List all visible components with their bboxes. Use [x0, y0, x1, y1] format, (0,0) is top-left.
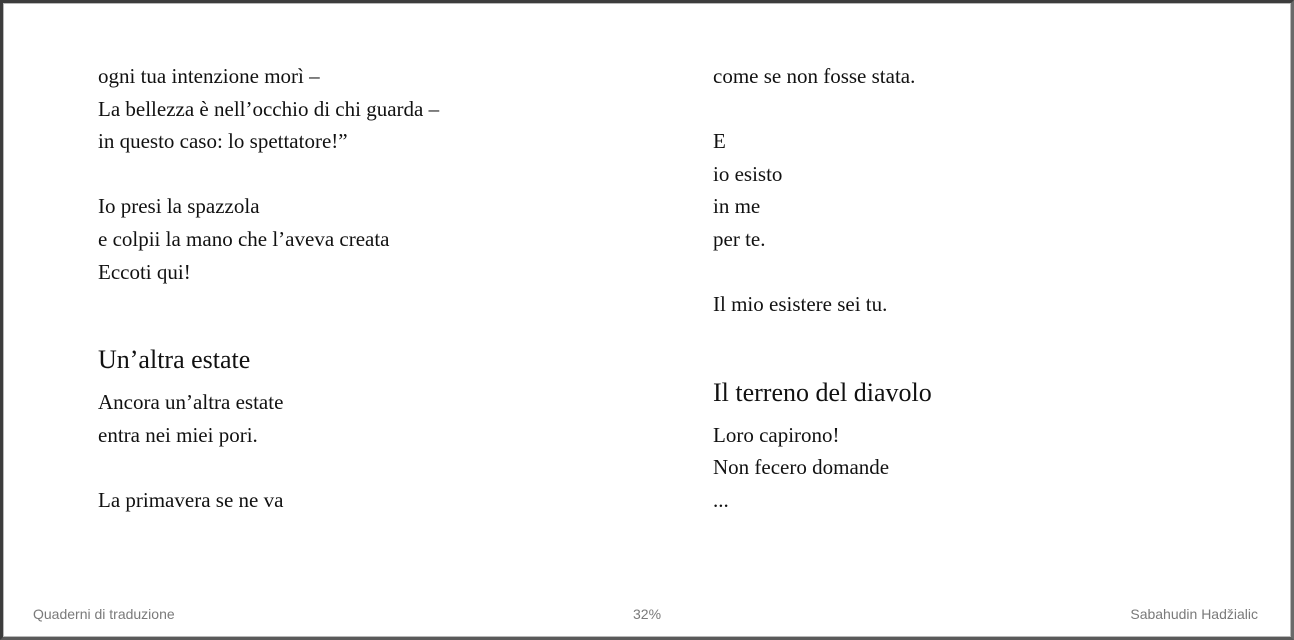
poem-title: Il terreno del diavolo [713, 377, 932, 407]
stanza [713, 125, 1233, 255]
section-gap [713, 321, 1233, 376]
verse-line: Loro capirono! [713, 422, 840, 447]
verse-line: in questo caso: lo spettatore!” [98, 129, 348, 154]
stanza [713, 288, 1233, 321]
progress-percent: 32% [633, 606, 662, 622]
stanza [98, 60, 618, 158]
verse-line: La primavera se ne va [98, 487, 284, 512]
stanza-gap [98, 158, 618, 191]
verse-line: Io presi la spazzola [98, 194, 260, 219]
verse-line: Ancora un’altra estate [98, 390, 284, 415]
poem-title: Un’altra estate [98, 345, 251, 375]
right-page[interactable] [713, 60, 1233, 517]
stanza [98, 484, 618, 517]
verse-line: E [713, 129, 726, 154]
book-title: Quaderni di traduzione [33, 606, 175, 622]
verse-line: Non fecero domande [713, 455, 890, 480]
verse-line: ... [713, 487, 729, 512]
verse-line: entra nei miei pori. [98, 422, 258, 447]
stanza [713, 419, 1233, 517]
stanza [713, 60, 1233, 93]
verse-line: io esisto [713, 161, 783, 186]
verse-line: per te. [713, 226, 766, 251]
section-gap [98, 288, 618, 343]
stanza [98, 386, 618, 451]
author-name: Sabahudin Hadžialic [1130, 606, 1258, 622]
verse-line: Eccoti qui! [98, 259, 191, 284]
stanza-gap [713, 93, 1233, 126]
stanza [98, 190, 618, 288]
verse-line: Il mio esistere sei tu. [713, 292, 888, 317]
verse-line: in me [713, 194, 761, 219]
verse-line: La bellezza è nell’occhio di chi guarda – [98, 96, 440, 121]
left-page[interactable] [98, 60, 618, 517]
stanza-gap [713, 256, 1233, 289]
verse-line: e colpii la mano che l’aveva creata [98, 226, 390, 251]
verse-line: ogni tua intenzione morì – [98, 64, 320, 88]
verse-line: come se non fosse stata. [713, 64, 916, 88]
stanza-gap [98, 451, 618, 484]
